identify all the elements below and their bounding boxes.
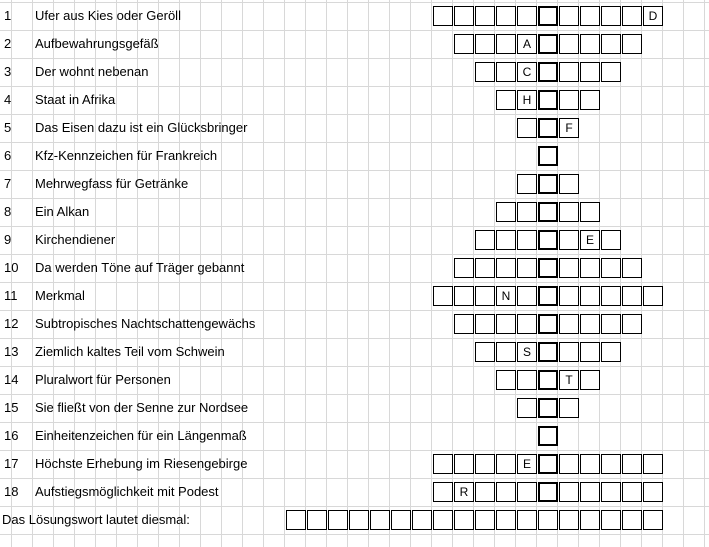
solution-cell[interactable] bbox=[391, 510, 411, 530]
letter-cell[interactable] bbox=[496, 454, 516, 474]
letter-cell[interactable] bbox=[517, 202, 537, 222]
row-number: 13 bbox=[4, 344, 19, 359]
letter-cell[interactable] bbox=[601, 62, 621, 82]
letter-cell[interactable] bbox=[601, 314, 621, 334]
row-number: 15 bbox=[4, 400, 19, 415]
letter-cell[interactable] bbox=[517, 398, 537, 418]
letter-cell[interactable] bbox=[496, 6, 516, 26]
letter-cell[interactable] bbox=[559, 314, 579, 334]
row-number: 5 bbox=[4, 120, 12, 135]
letter-cell[interactable] bbox=[622, 258, 642, 278]
letter-cell[interactable] bbox=[433, 454, 453, 474]
letter-cell[interactable] bbox=[433, 482, 453, 502]
letter-cell[interactable] bbox=[559, 90, 579, 110]
key-letter-cell[interactable] bbox=[538, 426, 558, 446]
key-letter-cell[interactable] bbox=[538, 62, 558, 82]
letter-cell[interactable] bbox=[496, 62, 516, 82]
solution-cell[interactable] bbox=[517, 510, 537, 530]
letter-cell[interactable] bbox=[496, 202, 516, 222]
key-letter-cell[interactable] bbox=[538, 398, 558, 418]
key-letter-cell[interactable] bbox=[538, 90, 558, 110]
solution-cell[interactable] bbox=[580, 510, 600, 530]
key-letter-cell[interactable] bbox=[538, 342, 558, 362]
clue-text: Höchste Erhebung im Riesengebirge bbox=[35, 456, 248, 471]
letter-cell[interactable] bbox=[622, 34, 642, 54]
row-number: 7 bbox=[4, 176, 12, 191]
letter-cell[interactable]: D bbox=[643, 6, 663, 26]
solution-cell[interactable] bbox=[370, 510, 390, 530]
letter-cell[interactable]: R bbox=[454, 482, 474, 502]
letter-cell[interactable] bbox=[454, 454, 474, 474]
letter-cell[interactable] bbox=[559, 342, 579, 362]
solution-cell[interactable] bbox=[601, 510, 621, 530]
letter-cell[interactable] bbox=[643, 286, 663, 306]
letter-cell[interactable] bbox=[580, 6, 600, 26]
row-number: 12 bbox=[4, 316, 19, 331]
key-letter-cell[interactable] bbox=[538, 286, 558, 306]
solution-cell[interactable] bbox=[433, 510, 453, 530]
key-letter-cell[interactable] bbox=[538, 174, 558, 194]
letter-cell[interactable] bbox=[601, 258, 621, 278]
letter-cell[interactable] bbox=[475, 6, 495, 26]
row-number: 18 bbox=[4, 484, 19, 499]
letter-cell[interactable] bbox=[643, 482, 663, 502]
solution-cell[interactable] bbox=[454, 510, 474, 530]
row-number: 10 bbox=[4, 260, 19, 275]
letter-cell[interactable] bbox=[454, 258, 474, 278]
letter-cell[interactable]: F bbox=[559, 118, 579, 138]
letter-cell[interactable] bbox=[643, 454, 663, 474]
letter-cell[interactable] bbox=[517, 230, 537, 250]
letter-cell[interactable] bbox=[517, 482, 537, 502]
solution-cell[interactable] bbox=[412, 510, 432, 530]
solution-cell[interactable] bbox=[328, 510, 348, 530]
letter-cell[interactable]: N bbox=[496, 286, 516, 306]
clue-text: Der wohnt nebenan bbox=[35, 64, 149, 79]
letter-cell[interactable] bbox=[559, 482, 579, 502]
letter-cell[interactable] bbox=[496, 482, 516, 502]
letter-cell[interactable] bbox=[622, 6, 642, 26]
letter-cell[interactable] bbox=[454, 286, 474, 306]
clue-text: Sie fließt von der Senne zur Nordsee bbox=[35, 400, 249, 415]
letter-cell[interactable] bbox=[601, 482, 621, 502]
letter-cell[interactable] bbox=[559, 62, 579, 82]
letter-cell[interactable] bbox=[496, 370, 516, 390]
letter-cell[interactable] bbox=[475, 314, 495, 334]
solution-cell[interactable] bbox=[643, 510, 663, 530]
letter-cell[interactable] bbox=[559, 258, 579, 278]
row-number: 1 bbox=[4, 8, 12, 23]
letter-cell[interactable] bbox=[622, 454, 642, 474]
clue-text: Kirchendiener bbox=[35, 232, 116, 247]
letter-cell[interactable] bbox=[601, 6, 621, 26]
clue-text: Mehrwegfass für Getränke bbox=[35, 176, 189, 191]
letter-cell[interactable] bbox=[454, 34, 474, 54]
key-letter-cell[interactable] bbox=[538, 34, 558, 54]
letter-cell[interactable] bbox=[559, 454, 579, 474]
clue-text: Subtropisches Nachtschattengewächs bbox=[35, 316, 256, 331]
key-letter-cell[interactable] bbox=[538, 202, 558, 222]
letter-cell[interactable] bbox=[580, 342, 600, 362]
letter-cell[interactable] bbox=[580, 258, 600, 278]
letter-cell[interactable] bbox=[601, 454, 621, 474]
letter-cell[interactable] bbox=[496, 258, 516, 278]
letter-cell[interactable] bbox=[475, 62, 495, 82]
letter-cell[interactable]: S bbox=[517, 342, 537, 362]
solution-label: Das Lösungswort lautet diesmal: bbox=[2, 512, 190, 527]
clue-text: Ziemlich kaltes Teil vom Schwein bbox=[35, 344, 225, 359]
row-number: 4 bbox=[4, 92, 12, 107]
clue-text: Ufer aus Kies oder Geröll bbox=[35, 8, 181, 23]
letter-cell[interactable] bbox=[601, 286, 621, 306]
letter-cell[interactable] bbox=[559, 230, 579, 250]
letter-cell[interactable] bbox=[601, 230, 621, 250]
key-letter-cell[interactable] bbox=[538, 370, 558, 390]
letter-cell[interactable] bbox=[580, 90, 600, 110]
letter-cell[interactable] bbox=[559, 6, 579, 26]
row-number: 2 bbox=[4, 36, 12, 51]
letter-cell[interactable] bbox=[433, 286, 453, 306]
letter-cell[interactable] bbox=[622, 286, 642, 306]
letter-cell[interactable] bbox=[580, 286, 600, 306]
letter-cell[interactable] bbox=[559, 174, 579, 194]
solution-cell[interactable] bbox=[475, 510, 495, 530]
row-number: 9 bbox=[4, 232, 12, 247]
letter-cell[interactable]: E bbox=[580, 230, 600, 250]
letter-cell[interactable] bbox=[559, 398, 579, 418]
letter-cell[interactable] bbox=[580, 482, 600, 502]
letter-cell[interactable] bbox=[496, 230, 516, 250]
letter-cell[interactable] bbox=[475, 482, 495, 502]
key-letter-cell[interactable] bbox=[538, 454, 558, 474]
letter-cell[interactable] bbox=[475, 454, 495, 474]
letter-cell[interactable] bbox=[433, 6, 453, 26]
letter-cell[interactable] bbox=[580, 34, 600, 54]
solution-cell[interactable] bbox=[622, 510, 642, 530]
letter-cell[interactable] bbox=[475, 342, 495, 362]
letter-cell[interactable] bbox=[601, 34, 621, 54]
solution-cell[interactable] bbox=[496, 510, 516, 530]
row-number: 11 bbox=[4, 288, 18, 303]
letter-cell[interactable] bbox=[559, 286, 579, 306]
key-letter-cell[interactable] bbox=[538, 258, 558, 278]
letter-cell[interactable] bbox=[496, 90, 516, 110]
letter-cell[interactable]: T bbox=[559, 370, 579, 390]
solution-cell[interactable] bbox=[286, 510, 306, 530]
letter-cell[interactable] bbox=[517, 118, 537, 138]
clue-text: Da werden Töne auf Träger gebannt bbox=[35, 260, 245, 275]
letter-cell[interactable] bbox=[454, 6, 474, 26]
clue-text: Kfz-Kennzeichen für Frankreich bbox=[35, 148, 218, 163]
letter-cell[interactable] bbox=[622, 482, 642, 502]
letter-cell[interactable] bbox=[454, 314, 474, 334]
row-number: 16 bbox=[4, 428, 19, 443]
row-number: 14 bbox=[4, 372, 19, 387]
letter-cell[interactable] bbox=[580, 370, 600, 390]
key-letter-cell[interactable] bbox=[538, 146, 558, 166]
letter-cell[interactable] bbox=[496, 34, 516, 54]
letter-cell[interactable]: E bbox=[517, 454, 537, 474]
letter-cell[interactable] bbox=[559, 202, 579, 222]
letter-cell[interactable] bbox=[517, 258, 537, 278]
letter-cell[interactable] bbox=[580, 454, 600, 474]
clue-text: Ein Alkan bbox=[35, 204, 90, 219]
key-letter-cell[interactable] bbox=[538, 230, 558, 250]
letter-cell[interactable] bbox=[475, 230, 495, 250]
letter-cell[interactable] bbox=[496, 342, 516, 362]
letter-cell[interactable] bbox=[475, 258, 495, 278]
key-letter-cell[interactable] bbox=[538, 314, 558, 334]
letter-cell[interactable] bbox=[517, 6, 537, 26]
letter-cell[interactable] bbox=[622, 314, 642, 334]
letter-cell[interactable] bbox=[475, 286, 495, 306]
letter-cell[interactable] bbox=[517, 370, 537, 390]
solution-cell[interactable] bbox=[307, 510, 327, 530]
solution-cell[interactable] bbox=[349, 510, 369, 530]
clue-text: Pluralwort für Personen bbox=[35, 372, 171, 387]
letter-cell[interactable] bbox=[559, 34, 579, 54]
clue-text: Einheitenzeichen für ein Längenmaß bbox=[35, 428, 247, 443]
clue-text: Das Eisen dazu ist ein Glücksbringer bbox=[35, 120, 248, 135]
row-number: 8 bbox=[4, 204, 12, 219]
row-number: 17 bbox=[4, 456, 19, 471]
letter-cell[interactable] bbox=[580, 314, 600, 334]
letter-cell[interactable] bbox=[517, 286, 537, 306]
clue-text: Staat in Afrika bbox=[35, 92, 116, 107]
letter-cell[interactable] bbox=[517, 314, 537, 334]
solution-cell[interactable] bbox=[538, 510, 558, 530]
clue-text: Aufbewahrungsgefäß bbox=[35, 36, 159, 51]
key-letter-cell[interactable] bbox=[538, 118, 558, 138]
letter-cell[interactable]: A bbox=[517, 34, 537, 54]
clue-text: Merkmal bbox=[35, 288, 85, 303]
letter-cell[interactable] bbox=[580, 62, 600, 82]
letter-cell[interactable] bbox=[496, 314, 516, 334]
letter-cell[interactable] bbox=[580, 202, 600, 222]
key-letter-cell[interactable] bbox=[538, 482, 558, 502]
letter-cell[interactable] bbox=[601, 342, 621, 362]
letter-cell[interactable]: C bbox=[517, 62, 537, 82]
clue-text: Aufstiegsmöglichkeit mit Podest bbox=[35, 484, 219, 499]
letter-cell[interactable] bbox=[475, 34, 495, 54]
row-number: 6 bbox=[4, 148, 12, 163]
row-number: 3 bbox=[4, 64, 12, 79]
solution-cell[interactable] bbox=[559, 510, 579, 530]
key-letter-cell[interactable] bbox=[538, 6, 558, 26]
letter-cell[interactable]: H bbox=[517, 90, 537, 110]
letter-cell[interactable] bbox=[517, 174, 537, 194]
